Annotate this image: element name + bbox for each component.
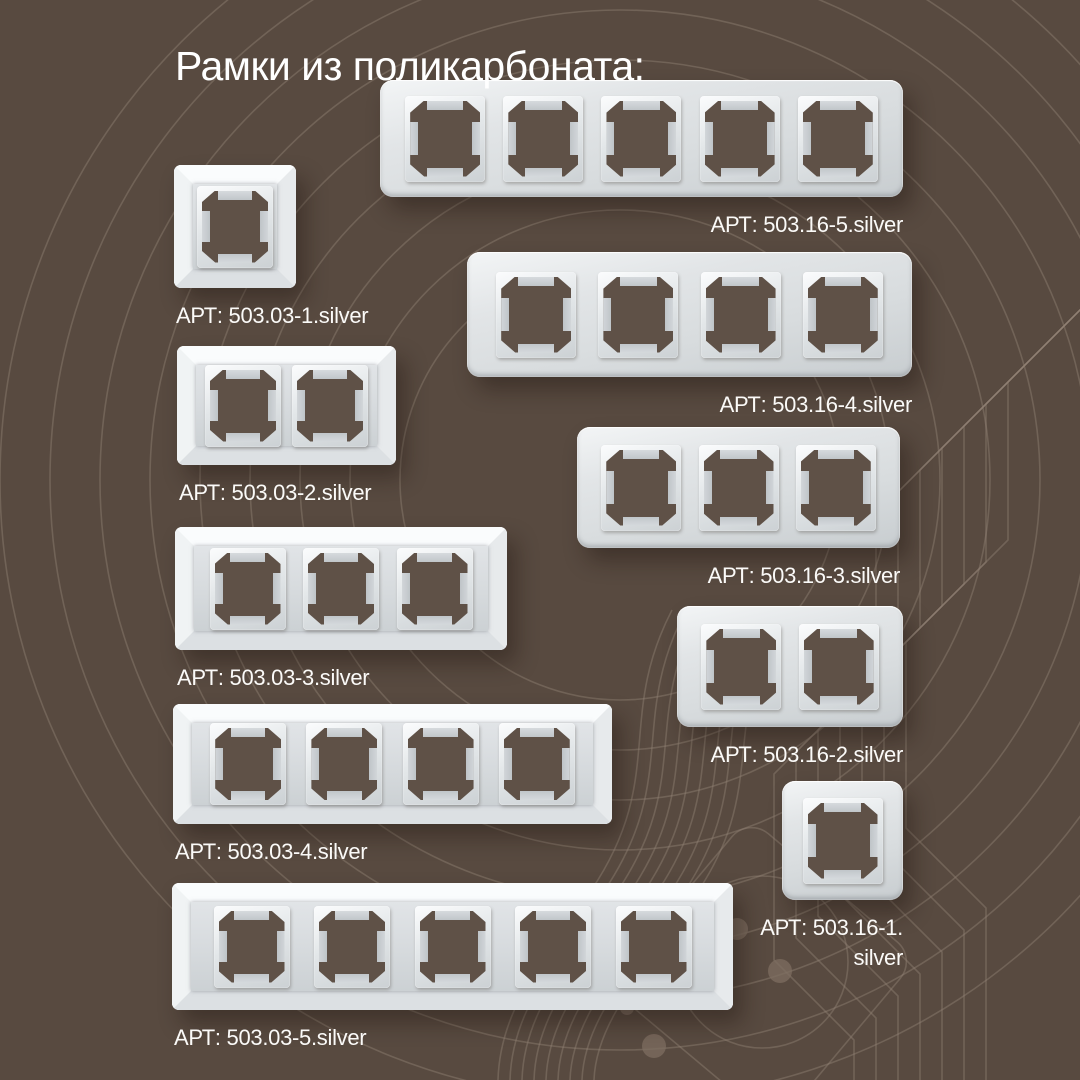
article-label-503-16-5: АРТ: 503.16-5.silver	[710, 212, 903, 237]
frame-window	[205, 365, 281, 447]
article-label-line2: silver	[853, 945, 903, 970]
article-label-503-03-2: АРТ: 503.03-2.silver	[179, 480, 372, 505]
frame-photo-3-gang	[577, 427, 900, 548]
article-label-503-03-1: АРТ: 503.03-1.silver	[176, 303, 369, 328]
article-label-503-16-2: АРТ: 503.16-2.silver	[710, 742, 903, 767]
frame-window	[499, 723, 575, 805]
frame-photo-2-gang	[177, 346, 396, 465]
frame-window	[803, 272, 883, 358]
frame-window	[799, 624, 879, 710]
frame-window	[598, 272, 678, 358]
frame-photo-5-gang	[172, 883, 733, 1010]
frame-window	[210, 723, 286, 805]
frame-photo-3-gang	[175, 527, 507, 650]
frame-window	[601, 96, 681, 182]
frame-photo-4-gang	[173, 704, 612, 824]
frame-window	[197, 186, 273, 268]
frame-window	[700, 96, 780, 182]
frame-photo-1-gang	[174, 165, 296, 288]
article-label-503-16-3: АРТ: 503.16-3.silver	[707, 563, 900, 588]
product-frame-503-16-5	[380, 80, 903, 237]
product-frame-503-16-3	[577, 427, 900, 588]
product-frame-503-03-2	[177, 346, 396, 505]
frame-window	[403, 723, 479, 805]
article-label-line1: АРТ: 503.16-1.	[760, 915, 903, 940]
frame-window	[405, 96, 485, 182]
frame-window	[397, 548, 473, 630]
article-label-503-03-5: АРТ: 503.03-5.silver	[174, 1025, 367, 1050]
product-frame-503-03-5	[172, 883, 733, 1050]
frame-photo-1-gang	[782, 781, 903, 900]
frame-window	[616, 906, 692, 988]
frame-window	[803, 798, 883, 884]
frame-photo-5-gang	[380, 80, 903, 197]
frame-window	[515, 906, 591, 988]
frame-window	[210, 548, 286, 630]
frame-window	[415, 906, 491, 988]
product-frame-503-16-1	[760, 781, 903, 970]
article-label-503-03-4: АРТ: 503.03-4.silver	[175, 839, 368, 864]
product-frame-503-16-4	[467, 252, 912, 417]
frame-window	[306, 723, 382, 805]
frame-window	[601, 445, 681, 531]
frame-window	[503, 96, 583, 182]
frame-window	[798, 96, 878, 182]
product-frame-503-16-2	[677, 606, 903, 767]
frame-window	[303, 548, 379, 630]
product-frame-503-03-3	[175, 527, 507, 690]
article-label-503-16-1	[760, 913, 903, 973]
article-label-503-16-4: АРТ: 503.16-4.silver	[719, 392, 912, 417]
product-frame-503-03-4	[173, 704, 612, 864]
frame-window	[699, 445, 779, 531]
frame-photo-2-gang	[677, 606, 903, 727]
article-label-503-03-3: АРТ: 503.03-3.silver	[177, 665, 370, 690]
frame-window	[214, 906, 290, 988]
frame-window	[701, 272, 781, 358]
frame-window	[796, 445, 876, 531]
product-frame-503-03-1	[174, 165, 369, 328]
frame-window	[496, 272, 576, 358]
frame-window	[314, 906, 390, 988]
frame-window	[292, 365, 368, 447]
page-title: Рамки из поликарбоната:	[175, 43, 645, 90]
frame-window	[701, 624, 781, 710]
frame-photo-4-gang	[467, 252, 912, 377]
